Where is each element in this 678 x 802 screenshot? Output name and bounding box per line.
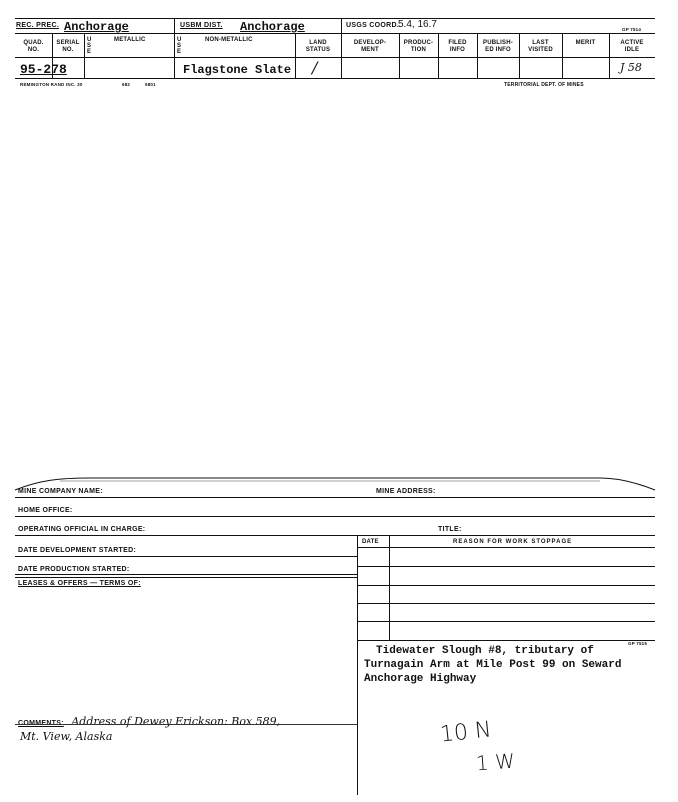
col-use-metallic: U S E: [87, 37, 92, 55]
home-office-label: HOME OFFICE:: [18, 507, 73, 514]
rec-prec-value: Anchorage: [64, 20, 129, 34]
col-published-info: PUBLISH- ED INFO: [483, 40, 513, 53]
usbm-dist-label: USBM DIST.: [180, 22, 223, 29]
location-line-3: Anchorage Highway: [364, 673, 477, 685]
col-use-nonmetallic: U S E: [177, 37, 182, 55]
printer-imprint: REMINGTON RAND INC. 30: [20, 82, 83, 87]
col-land-status: LAND STATUS: [305, 40, 331, 53]
prod-started-label: DATE PRODUCTION STARTED:: [18, 566, 130, 573]
nonmetallic-value: Flagstone Slate: [183, 63, 292, 77]
col-metallic: METALLIC: [114, 37, 146, 43]
col-production: PRODUC- TION: [403, 40, 434, 53]
col-filed-info: FILED INFO: [448, 40, 467, 53]
rec-prec-label: REC. PREC.: [16, 22, 60, 29]
form-number: GP 7514: [622, 27, 642, 32]
col-development: DEVELOP- MENT: [353, 40, 387, 53]
form-code-1: 682: [122, 82, 131, 87]
usgs-coord-value: 5.4, 16.7: [398, 19, 437, 30]
location-line-2: Turnagain Arm at Mile Post 99 on Seward: [364, 659, 622, 671]
title-label: TITLE:: [438, 526, 462, 533]
col-quad: QUAD. NO.: [23, 40, 44, 53]
comments-line-2: Mt. View, Alaska: [20, 730, 113, 743]
reason-col-label: REASON FOR WORK STOPPAGE: [453, 539, 573, 545]
location-line-1: Tidewater Slough #8, tributary of: [376, 645, 594, 657]
leases-label: LEASES & OFFERS — TERMS OF:: [18, 580, 141, 587]
quad-serial-value: 95-278: [20, 62, 67, 77]
col-merit: MERIT: [575, 40, 596, 46]
usbm-dist-value: Anchorage: [240, 20, 305, 34]
land-status-mark: /: [312, 58, 318, 77]
active-idle-mark: J 58: [620, 61, 642, 74]
comments-line-1: Address of Dewey Erickson: Box 589,: [71, 715, 281, 728]
date-col-label: DATE: [362, 539, 379, 545]
col-nonmetallic: NON-METALLIC: [205, 37, 253, 43]
mine-company-label: MINE COMPANY NAME:: [18, 488, 103, 495]
operating-official-label: OPERATING OFFICIAL IN CHARGE:: [18, 526, 146, 533]
col-active-idle: ACTIVE IDLE: [620, 40, 644, 53]
range-handwriting: 1 W: [475, 748, 516, 776]
township-handwriting: 10 N: [438, 717, 493, 748]
mine-address-label: MINE ADDRESS:: [376, 488, 436, 495]
usgs-coord-label: USGS COORD.: [346, 22, 400, 29]
comments-area: [18, 712, 358, 730]
dev-started-label: DATE DEVELOPMENT STARTED:: [18, 547, 137, 554]
col-last-visited: LAST VISITED: [528, 40, 553, 53]
dept-imprint: TERRITORIAL DEPT. OF MINES: [504, 82, 584, 88]
col-serial: SERIAL NO.: [56, 40, 80, 53]
comments-label: COMMENTS:: [18, 720, 64, 727]
form-code-2: 5801: [145, 82, 156, 87]
bottom-form-number: GP 7515: [628, 641, 648, 646]
